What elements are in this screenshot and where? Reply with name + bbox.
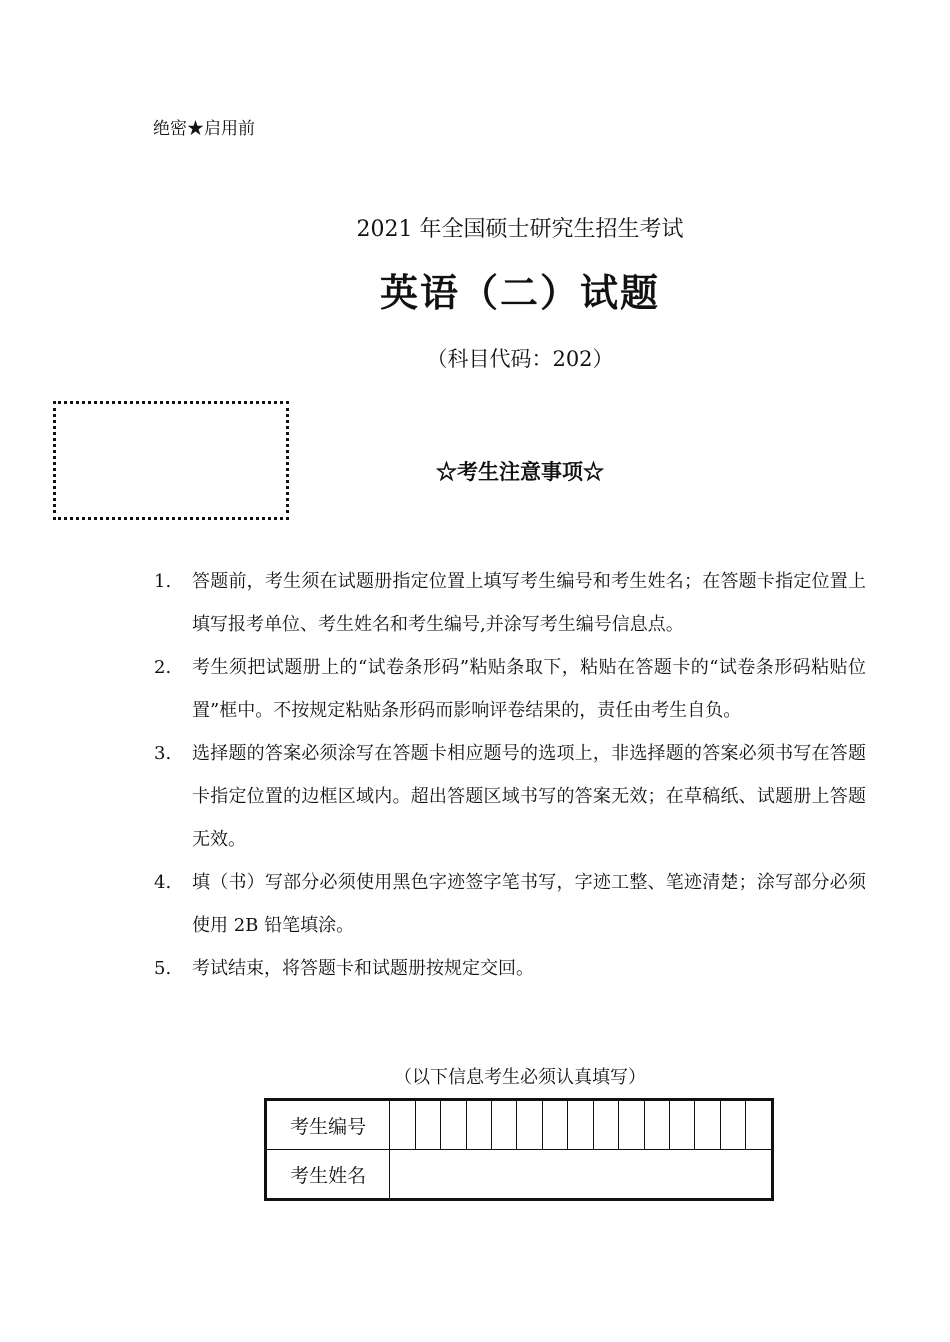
notice-item-number: 5. xyxy=(154,958,172,979)
exam-number-digit-cell[interactable] xyxy=(695,1100,720,1150)
exam-number-digit-cell[interactable] xyxy=(593,1100,618,1150)
subject-code: （科目代码：202） xyxy=(426,347,614,371)
exam-number-digit-cell[interactable] xyxy=(466,1100,491,1150)
exam-number-digit-cell[interactable] xyxy=(415,1100,440,1150)
notice-item-number: 1. xyxy=(154,571,172,592)
confidential-label: 绝密★启用前 xyxy=(153,119,255,139)
exam-number-digit-cell[interactable] xyxy=(720,1100,745,1150)
exam-number-digit-cell[interactable] xyxy=(441,1100,466,1150)
notice-item xyxy=(150,732,866,861)
exam-number-digit-cell[interactable] xyxy=(644,1100,669,1150)
candidate-info-table xyxy=(264,1098,774,1201)
notice-item-number: 2. xyxy=(154,657,172,678)
notice-item-text: 考生须把试题册上的“试卷条形码”粘贴条取下，粘贴在答题卡的“试卷条形码粘贴位置”框中。不按规定粘贴条形码而影响评卷结果的，责任由考生自负。 xyxy=(192,657,866,721)
exam-number-digit-cell[interactable] xyxy=(390,1100,415,1150)
exam-number-digit-cell[interactable] xyxy=(619,1100,644,1150)
notice-item-number: 3. xyxy=(154,743,172,764)
exam-number-digit-cell[interactable] xyxy=(491,1100,516,1150)
exam-number-digit-cell[interactable] xyxy=(568,1100,593,1150)
name-label: 考生姓名 xyxy=(266,1150,390,1200)
subject-title: 英语（二）试题 xyxy=(379,271,660,315)
fill-instruction: （以下信息考生必须认真填写） xyxy=(394,1067,646,1088)
exam-number-digit-cell[interactable] xyxy=(517,1100,542,1150)
exam-title: 2021 年全国硕士研究生招生考试 xyxy=(356,217,684,242)
notice-title: ☆考生注意事项☆ xyxy=(436,459,604,484)
notice-item xyxy=(150,947,866,990)
notice-list xyxy=(150,560,866,990)
notice-item-text: 答题前，考生须在试题册指定位置上填写考生编号和考生姓名；在答题卡指定位置上填写报考单位、考生姓名和考生编号,并涂写考生编号信息点。 xyxy=(192,571,866,635)
exam-number-digit-cell[interactable] xyxy=(746,1100,773,1150)
exam-number-label: 考生编号 xyxy=(266,1100,390,1150)
notice-item-text: 考试结束，将答题卡和试题册按规定交回。 xyxy=(192,958,534,979)
notice-item xyxy=(150,646,866,732)
notice-item-number: 4. xyxy=(154,872,172,893)
name-field[interactable] xyxy=(390,1150,773,1200)
name-row xyxy=(266,1150,773,1200)
exam-number-digit-cell[interactable] xyxy=(670,1100,695,1150)
notice-item-text: 选择题的答案必须涂写在答题卡相应题号的选项上，非选择题的答案必须书写在答题卡指定位置的边框区域内。超出答题区域书写的答案无效；在草稿纸、试题册上答题无效。 xyxy=(192,743,866,850)
notice-item-text: 填（书）写部分必须使用黑色字迹签字笔书写，字迹工整、笔迹清楚；涂写部分必须使用 2B 铅笔填涂。 xyxy=(192,872,866,936)
notice-item xyxy=(150,861,866,947)
notice-item xyxy=(150,560,866,646)
exam-number-row xyxy=(266,1100,773,1150)
exam-number-digit-cell[interactable] xyxy=(542,1100,567,1150)
